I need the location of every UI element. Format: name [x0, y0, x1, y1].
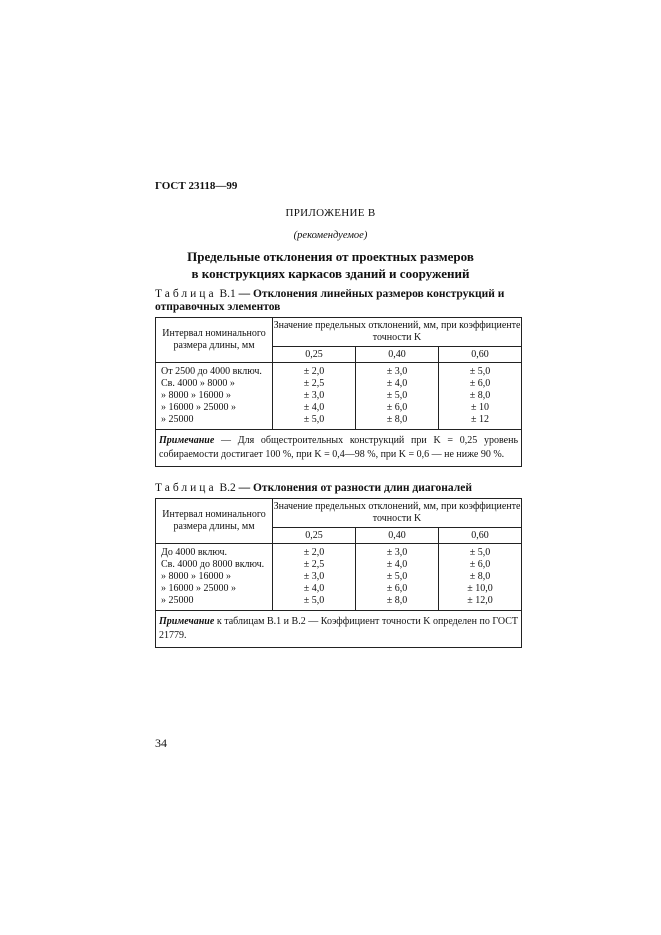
table1-cell: ± 2,0 — [303, 366, 325, 377]
appendix-subtitle: (рекомендуемое) — [293, 230, 368, 241]
table1-header-k3: 0,60 — [439, 347, 522, 363]
table1-caption-number: В.1 — [219, 288, 236, 300]
table1-note — [156, 430, 522, 467]
table1-cell: ± 8,0 — [386, 414, 408, 425]
table1-header-k1: 0,25 — [273, 347, 356, 363]
table2-header-k2: 0,40 — [356, 528, 439, 544]
table1-caption-word: Таблица — [155, 288, 217, 300]
table1-col-k2 — [356, 363, 439, 430]
appendix-title: ПРИЛОЖЕНИЕ В — [285, 207, 376, 219]
table2-caption-number: В.2 — [219, 482, 236, 494]
table2-cell: ± 12,0 — [467, 595, 493, 606]
table2-cell: ± 2,5 — [303, 559, 325, 570]
table2-cell: ± 8,0 — [469, 571, 491, 582]
table2-cell: ± 2,0 — [303, 547, 325, 558]
table1-caption-dash: — — [238, 288, 251, 300]
table2-cell: ± 10,0 — [467, 583, 493, 594]
table2-body — [156, 544, 522, 611]
table1-interval: » 25000 — [161, 414, 194, 425]
table1-cell: ± 5,0 — [386, 390, 408, 401]
heading-line-1: Предельные отклонения от проектных размеров — [187, 249, 474, 264]
table2-caption-word: Таблица — [155, 482, 217, 494]
table1-body — [156, 363, 522, 430]
table2-interval: » 8000 » 16000 » — [161, 571, 231, 582]
table2-header-values: Значение предельных отклонений, мм, при коэффициенте точности K — [273, 499, 522, 528]
table1-cell: ± 3,0 — [386, 366, 408, 377]
table2-caption — [155, 482, 527, 495]
table2-interval: До 4000 включ. — [161, 547, 228, 558]
table2-cell: ± 4,0 — [303, 583, 325, 594]
table2-col-k3 — [439, 544, 522, 611]
table2 — [155, 498, 522, 648]
table1-interval: От 2500 до 4000 включ. — [161, 366, 262, 377]
table1-interval: » 16000 » 25000 » — [161, 402, 236, 413]
table2-cell: ± 8,0 — [386, 595, 408, 606]
table1-note-text: — Для общестроительных конструкций при K = 0,25 уровень собираемости достигает 100 %, при K = 0,4—98 %, при K = 0,6 — не ниже 90 %. — [159, 435, 519, 460]
table2-cell: ± 5,0 — [303, 595, 325, 606]
table1-header-k2: 0,40 — [356, 347, 439, 363]
table1-interval: Св. 4000 » 8000 » — [161, 378, 235, 389]
table2-cell: ± 5,0 — [386, 571, 408, 582]
table1-header-interval: Интервал номинального размера длины, мм — [156, 318, 273, 363]
table2-cell: ± 6,0 — [469, 559, 491, 570]
table1-header-values: Значение предельных отклонений, мм, при коэффициенте точности K — [273, 318, 522, 347]
table2-interval: » 25000 — [161, 595, 194, 606]
table2-header-k1: 0,25 — [273, 528, 356, 544]
table1-cell: ± 12 — [471, 414, 490, 425]
table2-cell: ± 3,0 — [303, 571, 325, 582]
table1-note-label: Примечание — [159, 435, 215, 446]
table1-cell: ± 5,0 — [469, 366, 491, 377]
table1-cell: ± 5,0 — [303, 414, 325, 425]
table1-col-k3 — [439, 363, 522, 430]
page-number: 34 — [155, 736, 167, 750]
table1-cell: ± 2,5 — [303, 378, 325, 389]
table2-col-k2 — [356, 544, 439, 611]
table2-col-k1 — [273, 544, 356, 611]
table2-caption-title: Отклонения от разности длин диагоналей — [252, 482, 472, 494]
table1-cell: ± 4,0 — [303, 402, 325, 413]
table1-caption — [155, 288, 527, 314]
table2-header-interval: Интервал номинального размера длины, мм — [156, 499, 273, 544]
table1 — [155, 317, 522, 467]
table2-intervals — [156, 544, 273, 611]
table2-cell: ± 3,0 — [386, 547, 408, 558]
table1-cell: ± 3,0 — [303, 390, 325, 401]
heading-line-2: в конструкциях каркасов зданий и сооружений — [191, 266, 470, 281]
table2-note — [156, 611, 522, 648]
table2-header-k3: 0,60 — [439, 528, 522, 544]
table1-intervals — [156, 363, 273, 430]
table1-col-k1 — [273, 363, 356, 430]
table2-interval: Св. 4000 до 8000 включ. — [161, 559, 265, 570]
table2-cell: ± 4,0 — [386, 559, 408, 570]
table1-caption-title: Отклонения линейных размеров конструкций и отправочных элементов — [155, 288, 505, 313]
table2-caption-dash: — — [238, 482, 251, 494]
table2-cell: ± 6,0 — [386, 583, 408, 594]
table2-note-text: к таблицам В.1 и В.2 — Коэффициент точности K определен по ГОСТ 21779. — [159, 616, 519, 641]
document-code: ГОСТ 23118—99 — [155, 180, 238, 192]
appendix-heading — [0, 248, 661, 282]
table1-cell: ± 4,0 — [386, 378, 408, 389]
table1-cell: ± 6,0 — [469, 378, 491, 389]
table2-interval: » 16000 » 25000 » — [161, 583, 236, 594]
table1-cell: ± 10 — [471, 402, 490, 413]
table2-note-label: Примечание — [159, 616, 215, 627]
table1-cell: ± 8,0 — [469, 390, 491, 401]
table1-interval: » 8000 » 16000 » — [161, 390, 231, 401]
table1-cell: ± 6,0 — [386, 402, 408, 413]
table2-cell: ± 5,0 — [469, 547, 491, 558]
